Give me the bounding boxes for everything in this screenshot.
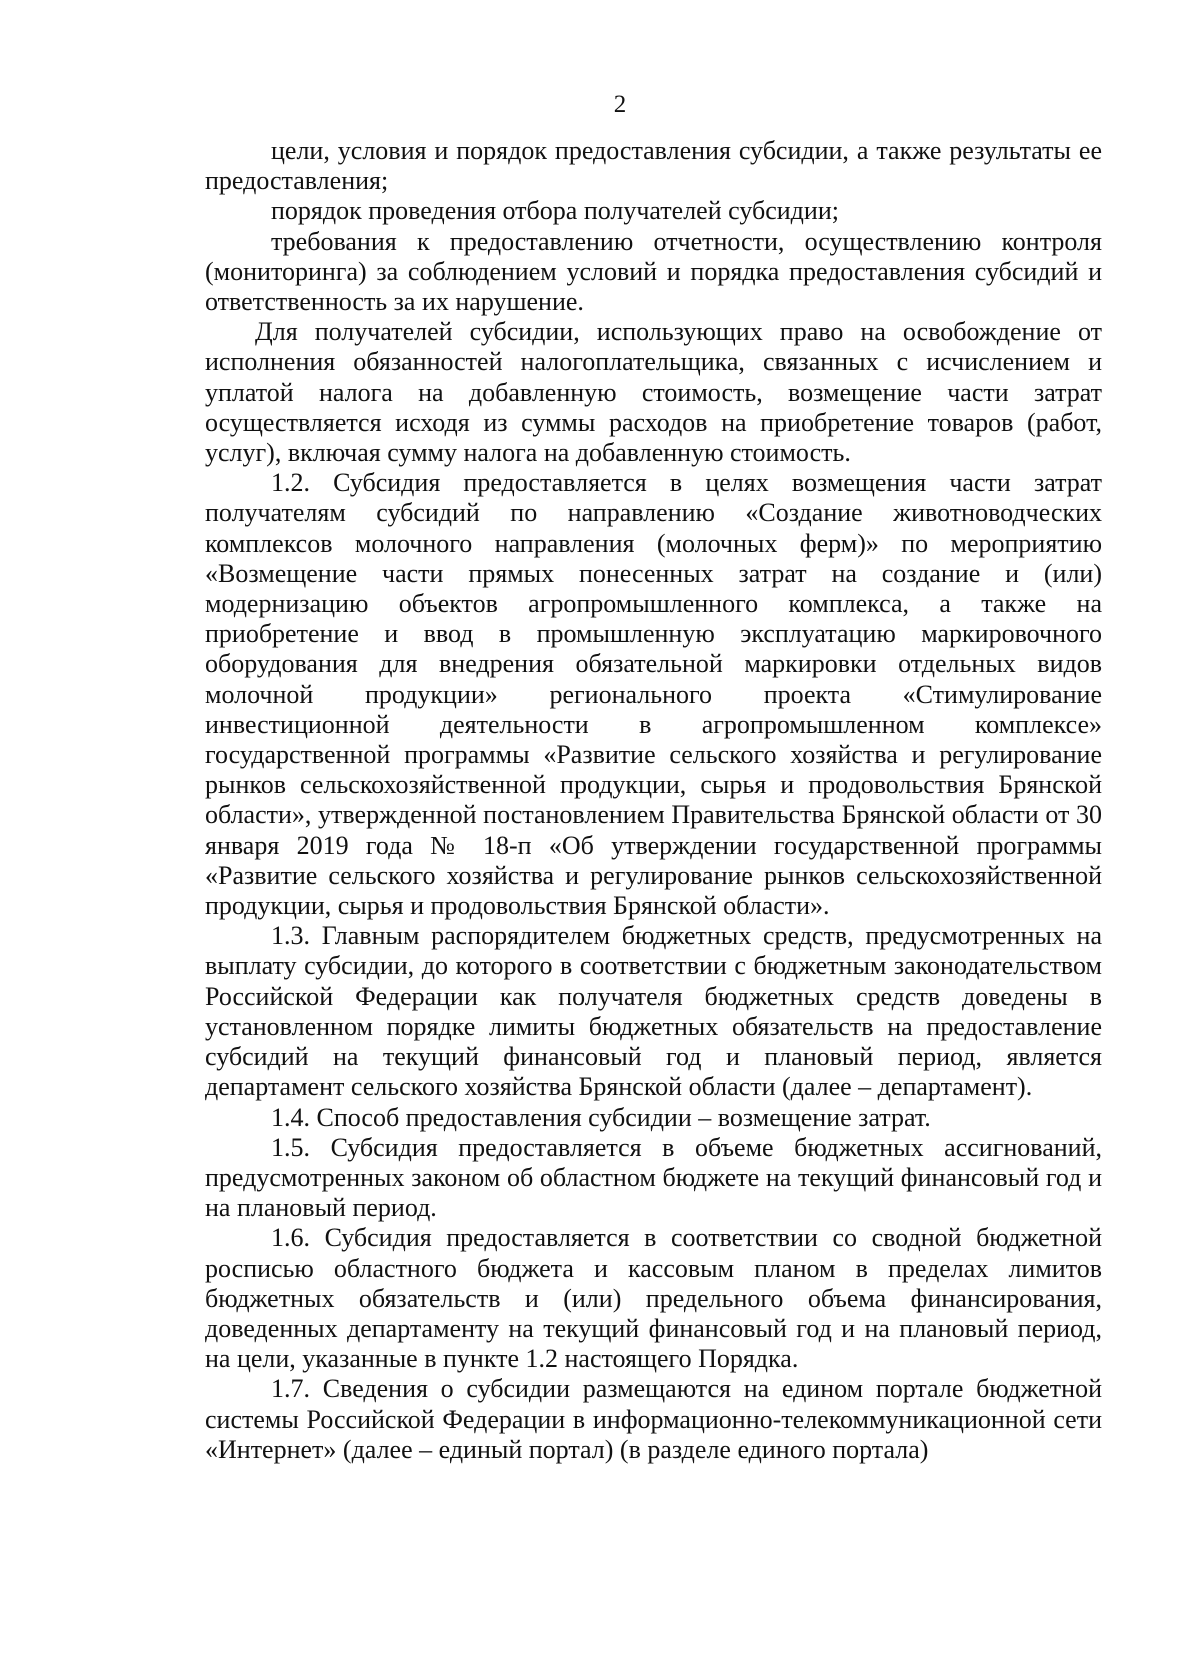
document-body <box>205 136 1102 1465</box>
paragraph-1-7: 1.7. Сведения о субсидии размещаются на едином портале бюджетной системы Российской Федерации в информационно-телекоммуникационной сети «Интернет» (далее – единый портал) (в разделе единого портала) <box>205 1374 1102 1464</box>
paragraph-1-4: 1.4. Способ предоставления субсидии – возмещение затрат. <box>271 1102 931 1132</box>
page-number: 2 <box>613 91 627 118</box>
paragraph-reporting: требования к предоставлению отчетности, осуществлению контроля (мониторинга) за соблюдением условий и порядка предоставления субсидий и ответственность за их нарушение. <box>205 226 1102 317</box>
paragraph-1-3: 1.3. Главным распорядителем бюджетных средств, предусмотренных на выплату субсидии, до которого в соответствии с бюджетным законодательством Российской Федерации как получателя бюджетных средств доведены в установленном порядке лимиты бюджетных обязательств на предоставление субсидий на текущий финансовый год и плановый период, является департамент сельского хозяйства Брянской области (далее – департамент). <box>205 921 1102 1102</box>
paragraph-1-2: 1.2. Субсидия предоставляется в целях возмещения части затрат получателям субсидий по направлению «Создание животноводческих комплексов молочного направления (молочных ферм)» по мероприятию «Возмещение части прямых понесенных затрат на создание и (или) модернизацию объектов агропромышленного комплекса, а также на приобретение и ввод в промышленную эксплуатацию маркировочного оборудования для внедрения обязательной маркировки отдельных видов молочной продукции» регионального проекта «Стимулирование инвестиционной деятельности в агропромышленном комплексе» государственной программы «Развитие сельского хозяйства и регулирование рынков сельскохозяйственной продукции, сырья и продовольствия Брянской области», утвержденной постановлением Правительства Брянской области от 30 января 2019 года № 18-п «Об утверждении государственной программы «Развитие сельского хозяйства и регулирование рынков сельскохозяйственной продукции, сырья и продовольствия Брянской области». <box>205 468 1102 921</box>
paragraph-goals: цели, условия и порядок предоставления субсидии, а также результаты ее предоставления; <box>205 136 1102 196</box>
paragraph-vat: Для получателей субсидии, использующих право на освобождение от исполнения обязанностей налогоплательщика, связанных с исчислением и уплатой налога на добавленную стоимость, возмещение части затрат осуществляется исходя из суммы расходов на приобретение товаров (работ, услуг), включая сумму налога на добавленную стоимость. <box>205 317 1102 468</box>
paragraph-1-5: 1.5. Субсидия предоставляется в объеме бюджетных ассигнований, предусмотренных законом об областном бюджете на текущий финансовый год и на плановый период. <box>205 1132 1102 1223</box>
paragraph-1-6: 1.6. Субсидия предоставляется в соответствии со сводной бюджетной росписью областного бюджета и кассовым планом в пределах лимитов бюджетных обязательств и (или) предельного объема финансирования, доведенных департаменту на текущий финансовый год и на плановый период, на цели, указанные в пункте 1.2 настоящего Порядка. <box>205 1223 1102 1374</box>
paragraph-selection: порядок проведения отбора получателей субсидии; <box>271 196 839 226</box>
